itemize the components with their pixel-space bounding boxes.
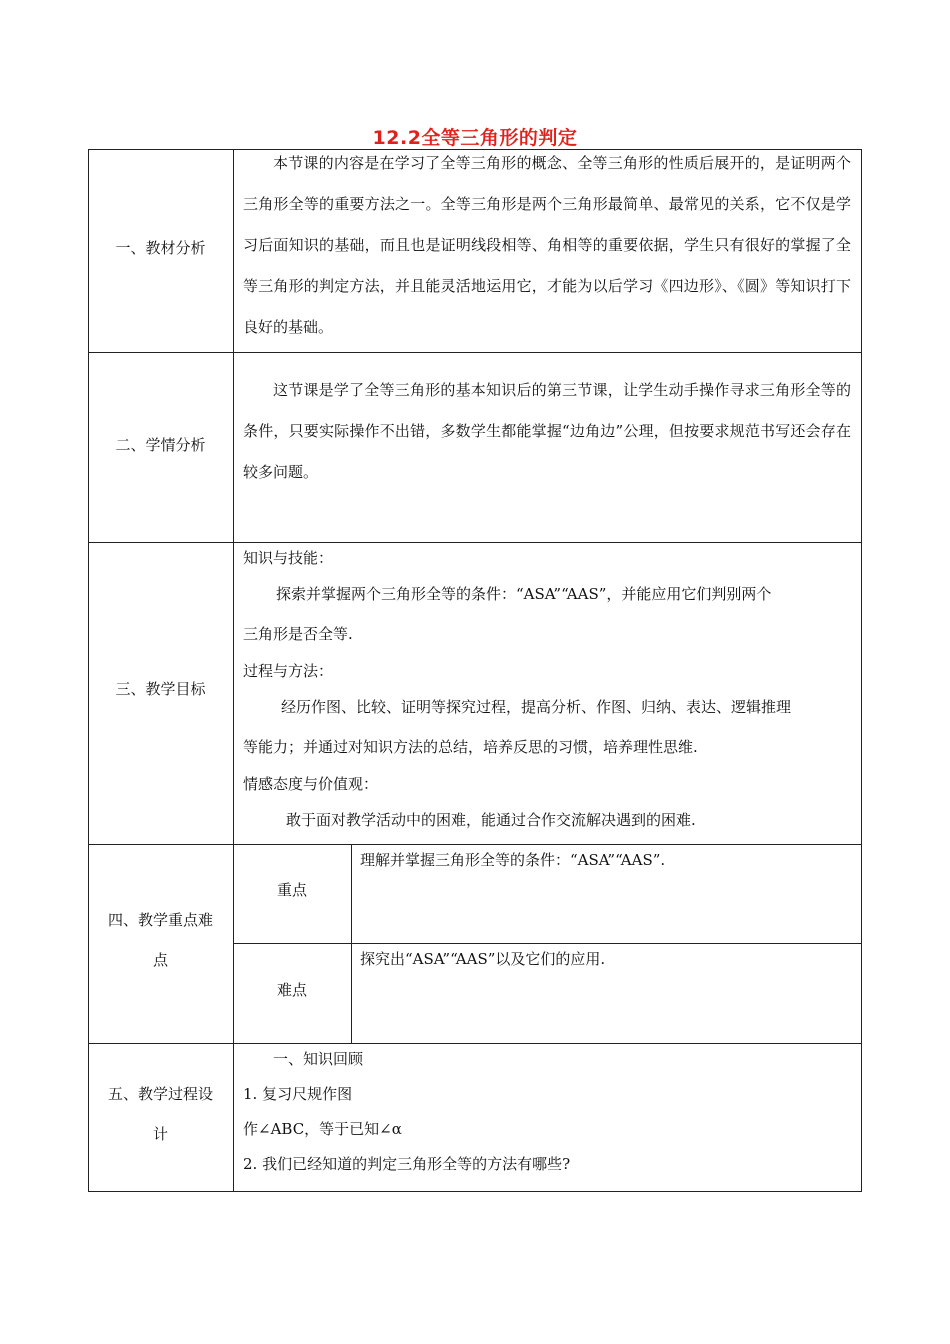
goal-heading-attitude: 情感态度与价值观： [243, 775, 379, 793]
table-border-bottom [88, 1191, 862, 1192]
document-title: 12.2全等三角形的判定 [372, 127, 578, 149]
goal-process-line2: 等能力；并通过对知识方法的总结，培养反思的习惯，培养理性思维. [243, 738, 698, 756]
key-point-label: 重点 [276, 881, 307, 899]
goal-process-line1: 经历作图、比较、证明等探究过程，提高分析、作图、归纳、表达、逻辑推理 [281, 698, 792, 716]
row-divider [88, 1043, 862, 1044]
row-divider [88, 844, 862, 845]
row-label-key-difficult-b: 点 [152, 951, 168, 969]
column-divider [233, 149, 234, 1192]
goal-heading-process: 过程与方法： [243, 662, 334, 680]
table-border-right [861, 149, 862, 1192]
subcolumn-divider [351, 844, 352, 1043]
process-line-review: 一、知识回顾 [273, 1050, 364, 1068]
row-label-key-difficult-a: 四、教学重点难 [107, 911, 213, 929]
process-line-construction: 1. 复习尺规作图 [243, 1085, 353, 1103]
row-divider [88, 352, 862, 353]
difficult-point-text: 探究出“ASA”“AAS”以及它们的应用. [360, 950, 606, 968]
row-label-process-design-a: 五、教学过程设 [107, 1085, 213, 1103]
goal-knowledge-line1: 探索并掌握两个三角形全等的条件：“ASA”“AAS”，并能应用它们判别两个 [276, 585, 772, 603]
row-label-student-analysis: 二、学情分析 [115, 436, 206, 454]
table-border-left [88, 149, 89, 1192]
goal-attitude-line: 敢于面对教学活动中的困难，能通过合作交流解决遇到的困难. [286, 811, 696, 829]
student-analysis-text: 这节课是学了全等三角形的基本知识后的第三节课，让学生动手操作寻求三角形全等的条件，只要实际操作不出错，多数学生都能掌握“边角边”公理，但按要求规范书写还会存在较多问题。 [243, 381, 851, 481]
goal-heading-knowledge: 知识与技能： [243, 549, 334, 567]
row-label-teaching-goals: 三、教学目标 [115, 680, 206, 698]
process-line-angle: 作∠ABC，等于已知∠α [243, 1120, 402, 1138]
row-divider [88, 542, 862, 543]
goal-knowledge-line2: 三角形是否全等. [243, 625, 353, 643]
key-point-text: 理解并掌握三角形全等的条件：“ASA”“AAS”. [360, 851, 666, 869]
textbook-analysis-text: 本节课的内容是在学习了全等三角形的概念、全等三角形的性质后展开的，是证明两个三角形全等的重要方法之一。全等三角形是两个三角形最简单、最常见的关系，它不仅是学习后面知识的基础，而且也是证明线段相等、角相等的重要依据，学生只有很好的掌握了全等三角形的判定方法，并且能灵活地运用它，才能为以后学习《四边形》、《圆》等知识打下良好的基础。 [243, 154, 851, 336]
row-label-textbook-analysis: 一、教材分析 [115, 239, 206, 257]
subrow-divider [233, 943, 862, 944]
row-label-process-design-b: 计 [152, 1125, 168, 1143]
difficult-point-label: 难点 [276, 981, 307, 999]
process-line-question: 2. 我们已经知道的判定三角形全等的方法有哪些? [243, 1155, 571, 1173]
